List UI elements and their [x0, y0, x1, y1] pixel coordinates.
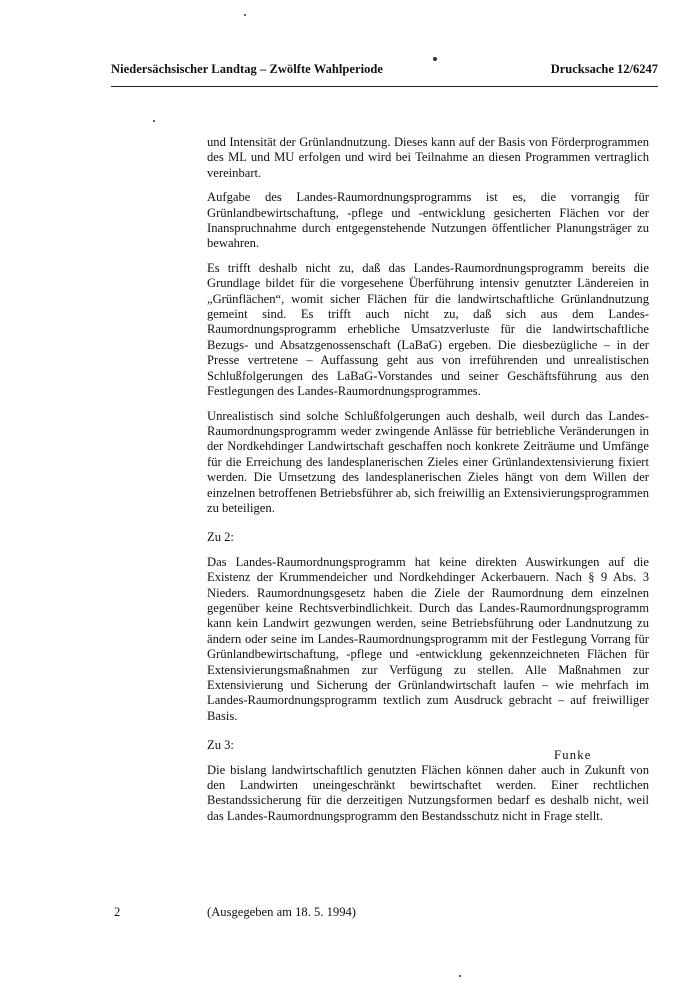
paragraph: Aufgabe des Landes-Raumordnungsprogramms ist es, die vorrangig für Grünlandbewirtschaftung, -pflege und -entwicklung gesicherten Flächen vor der Inanspruchnahme durch entgegenstehende Nutzungen öffentlicher Planungsträger zu bewahren. [207, 190, 649, 251]
issue-date: (Ausgegeben am 18. 5. 1994) [207, 905, 356, 919]
header-divider [111, 86, 658, 87]
paragraph: und Intensität der Grünlandnutzung. Dieses kann auf der Basis von Förderprogrammen des ML und MU erfolgen und wird bei Teilnahme an diesen Programmen vertraglich vereinbart. [207, 135, 649, 180]
paragraph: Unrealistisch sind solche Schlußfolgerungen auch deshalb, weil durch das Landes-Raumordnungsprogramm weder zwingende Anlässe für betriebliche Veränderungen in der Nordkehdinger Landwirtschaft geschaffen noch konkrete Zeiträume und Umfänge für die Erreichung des landesplanerischen Zieles einer Grünlandextensivierung fixiert werden. Die Umsetzung des landesplanerischen Zieles hängt von dem Willen der einzelnen betroffenen Betriebsführer ab, sich freiwillig an Extensivierungsprogrammen zu beteiligen. [207, 408, 649, 515]
document-header-title: Niedersächsischer Landtag – Zwölfte Wahlperiode [111, 62, 384, 76]
section-heading-2: Zu 2: [207, 530, 234, 545]
section-3-text: Die bislang landwirtschaftlich genutzten Flächen können daher auch in Zukunft von den Landwirten uneingeschränkt bewirtschaftet werden. Einer rechtlichen Bestandssicherung für die derzeitigen Nutzungsformen bedarf es deshalb nicht, weil das Landes-Raumordnungsprogramm den Bestandsschutz nicht in Frage stellt. [207, 762, 649, 823]
document-body [207, 135, 649, 833]
page-number: 2 [114, 905, 121, 919]
scan-speck [459, 975, 461, 977]
scan-speck [244, 14, 246, 16]
section-2-text: Das Landes-Raumordnungsprogramm hat keine direkten Auswirkungen auf die Existenz der Krummendeicher und Nordkehdinger Ackerbauern. Nach § 9 Abs. 3 Nieders. Raumordnungsgesetz haben die Ziele der Raumordnung dem einzelnen gegenüber keine Rechtsverbindlichkeit. Durch das Landes-Raumordnungsprogramm kann kein Landwirt gezwungen werden, seine Betriebsführung oder Landnutzung zu ändern oder seine im Landes-Raumordnungsprogramm mit der Festlegung Vorrang für Grünlandbewirtschaftung, -pflege und -entwicklung gekennzeichneten Flächen für Extensivierungsmaßnahmen zur Verfügung zu stellen. Alle Maßnahmen zur Extensivierung und Sicherung der Grünlandwirtschaft laufen – wie mehrfach im Landes-Raumordnungsprogramm textlich zum Ausdruck gebracht – auf freiwilliger Basis. [207, 554, 649, 723]
paragraph: Es trifft deshalb nicht zu, daß das Landes-Raumordnungsprogramm bereits die Grundlage bildet für die vorgesehene Überführung intensiv genutzter Ländereien in „Grünflächen“, womit sicher Flächen für die landwirtschaftliche Grünlandnutzung gemeint sind. Es trifft auch nicht zu, daß sich aus dem Landes-Raumordnungsprogramm erhebliche Umsatzverluste für die landwirtschaftliche Bezugs- und Absatzgenossenschaft (LaBaG) ergeben. Die diesbezügliche – in der Presse vertretene – Auffassung geht aus von irreführenden und unrealistischen Schlußfolgerungen des LaBaG-Vorstandes und seiner Geschäftsführung aus den Festlegungen des Landes-Raumordnungsprogrammes. [207, 260, 649, 399]
scan-speck [433, 57, 437, 61]
signature: Funke [554, 748, 592, 762]
document-number: Drucksache 12/6247 [550, 62, 658, 76]
section-heading-3: Zu 3: [207, 738, 234, 753]
scan-speck [153, 120, 155, 122]
